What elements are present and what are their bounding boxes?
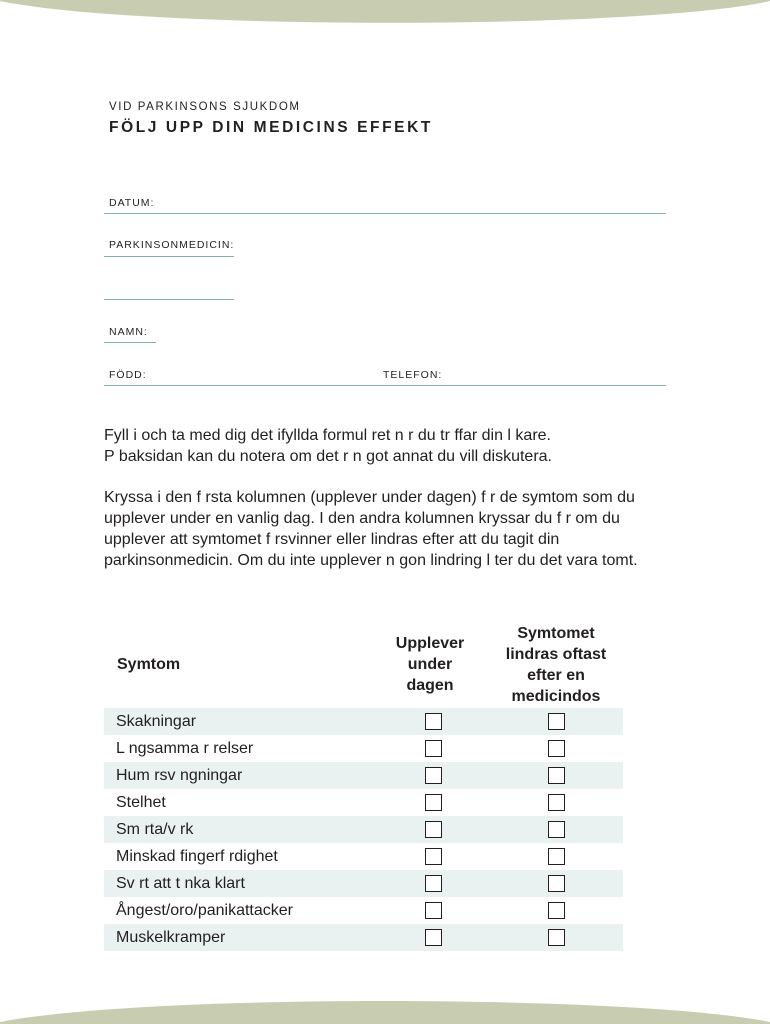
- datum-field[interactable]: [104, 213, 666, 214]
- col-header-relief: Symtomet lindras oftast efter en medicindos: [505, 625, 607, 705]
- intro-line-1: Fyll i och ta med dig det ifyllda formul ret n r du tr ffar din l kare.: [104, 427, 551, 444]
- table-row: [104, 843, 623, 870]
- relief-checkbox[interactable]: [548, 713, 565, 730]
- medicin-field[interactable]: [104, 256, 234, 257]
- symptom-label: Ångest/oro/panikattacker: [116, 902, 293, 919]
- intro-line-2: P baksidan kan du notera om det r n got annat du vill diskutera.: [104, 448, 552, 465]
- symptom-label: L ngsamma r relser: [116, 740, 254, 757]
- bottom-decorative-curve: [0, 980, 770, 1024]
- day-checkbox[interactable]: [425, 848, 442, 865]
- col-header-symptom: Symtom: [117, 656, 181, 673]
- table-row: [104, 897, 623, 924]
- fodd-telefon-field[interactable]: [104, 385, 666, 386]
- day-checkbox[interactable]: [425, 821, 442, 838]
- medicin-field-line-2[interactable]: [104, 299, 234, 300]
- table-row: [104, 816, 623, 843]
- symptom-label: Sv rt att t nka klart: [116, 875, 245, 892]
- namn-label: NAMN:: [109, 326, 148, 338]
- day-checkbox[interactable]: [425, 875, 442, 892]
- relief-checkbox[interactable]: [548, 875, 565, 892]
- day-checkbox[interactable]: [425, 794, 442, 811]
- fodd-label: FÖDD:: [109, 369, 147, 381]
- relief-checkbox[interactable]: [548, 740, 565, 757]
- symptom-label: Hum rsv ngningar: [116, 767, 243, 784]
- form-eyebrow: VID PARKINSONS SJUKDOM: [109, 101, 301, 113]
- table-row: [104, 735, 623, 762]
- symptom-label: Sm rta/v rk: [116, 821, 194, 838]
- symptom-label: Skakningar: [116, 713, 197, 730]
- day-checkbox[interactable]: [425, 740, 442, 757]
- relief-checkbox[interactable]: [548, 794, 565, 811]
- day-checkbox[interactable]: [425, 929, 442, 946]
- table-row: [104, 762, 623, 789]
- medicin-label: PARKINSONMEDICIN:: [109, 239, 235, 251]
- relief-checkbox[interactable]: [548, 929, 565, 946]
- page-title: FÖLJ UPP DIN MEDICINS EFFEKT: [109, 119, 433, 136]
- day-checkbox[interactable]: [425, 713, 442, 730]
- instructions-paragraph: Kryssa i den f rsta kolumnen (upplever under dagen) f r de symtom som du upplever under en vanlig dag. I den andra kolumnen kryssar du f r om du upplever att symtomet f rsvinner eller lindras efter att du tagit din parkinsonmedicin. Om du inte upplever n gon lindring l ter du det vara tomt.: [104, 489, 638, 569]
- day-checkbox[interactable]: [425, 767, 442, 784]
- table-row: [104, 870, 623, 897]
- datum-label: DATUM:: [109, 197, 155, 209]
- day-checkbox[interactable]: [425, 902, 442, 919]
- table-row: [104, 708, 623, 735]
- table-row: [104, 789, 623, 816]
- symptom-label: Minskad fingerf rdighet: [116, 848, 278, 865]
- symptom-label: Stelhet: [116, 794, 166, 811]
- relief-checkbox[interactable]: [548, 821, 565, 838]
- top-decorative-curve: [0, 0, 770, 40]
- symptom-label: Muskelkramper: [116, 929, 226, 946]
- namn-field[interactable]: [104, 342, 156, 343]
- relief-checkbox[interactable]: [548, 767, 565, 784]
- relief-checkbox[interactable]: [548, 848, 565, 865]
- table-row: [104, 924, 623, 951]
- col-header-day: Upplever under dagen: [395, 635, 465, 694]
- intro-paragraph: [104, 425, 674, 467]
- telefon-label: TELEFON:: [383, 369, 443, 381]
- relief-checkbox[interactable]: [548, 902, 565, 919]
